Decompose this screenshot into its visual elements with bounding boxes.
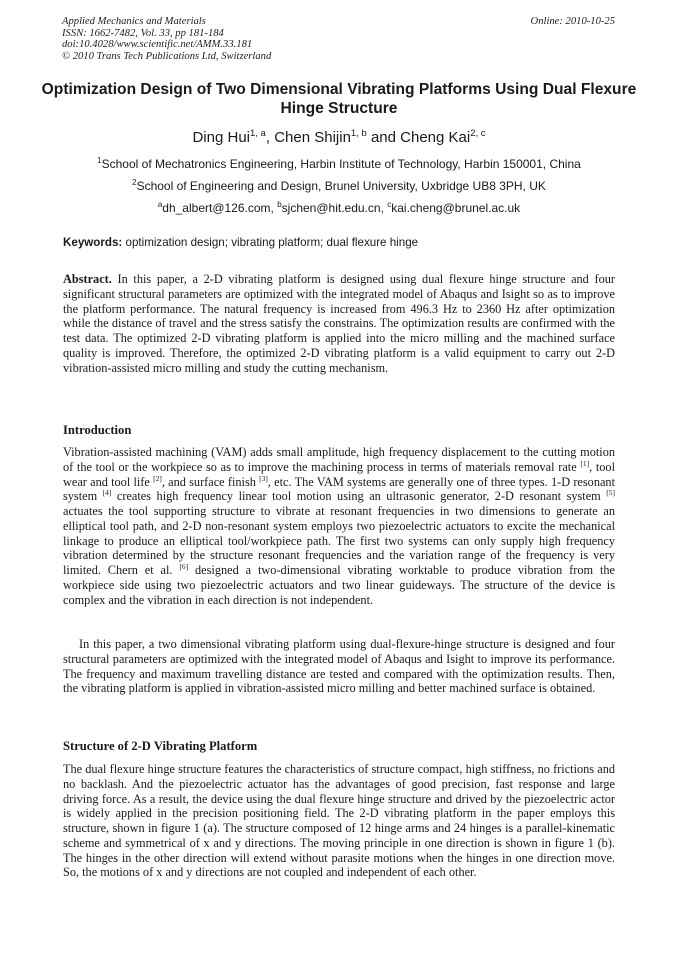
affiliation-2 bbox=[40, 179, 638, 193]
paper-title: Optimization Design of Two Dimensional Vibrating Platforms Using Dual Flexure Hinge Structure bbox=[41, 81, 637, 117]
keywords bbox=[63, 236, 418, 249]
author-name: Cheng Kai bbox=[400, 129, 471, 146]
affiliation-sup: 1 bbox=[97, 156, 102, 165]
journal-name: Applied Mechanics and Materials bbox=[62, 16, 206, 27]
body-text: designed a two-dimensional vibrating worktable to produce vibration from the workpiece side using two piezoelectric actuators and two linear guideways. The structure of the device is complex and the vibration in each direction is not independent. bbox=[63, 563, 615, 607]
affiliation-1 bbox=[40, 157, 638, 171]
email-link[interactable]: sjchen@hit.edu.cn, bbox=[281, 201, 388, 215]
citation-ref[interactable]: [4] bbox=[102, 488, 112, 498]
section-heading-introduction: Introduction bbox=[63, 423, 132, 437]
introduction-paragraph-2: In this paper, a two dimensional vibrating platform using dual-flexure-hinge structure is designed and four structural parameters are optimized with the integrated model of Abaqus and Isight to improve its performance. The frequency and maximum travelling distance are tested and compared with the optimization results. Then, the vibrating platform is applied in vibration-assisted micro milling and better machined surface is obtained. bbox=[63, 637, 615, 696]
journal-header bbox=[62, 16, 617, 62]
author-name: Chen Shijin bbox=[274, 129, 351, 146]
email-link[interactable]: dh_albert@126.com, bbox=[162, 201, 278, 215]
keywords-label: Keywords: bbox=[63, 236, 123, 249]
journal-copyright: © 2010 Trans Tech Publications Ltd, Switzerland bbox=[62, 50, 272, 62]
body-text: , etc. The VAM systems are generally one of three types. 1-D resonant system bbox=[63, 474, 615, 504]
journal-doi: doi:10.4028/www.scientific.net/AMM.33.181 bbox=[62, 39, 253, 51]
structure-paragraph-1: The dual flexure hinge structure features the characteristics of structure compact, high stiffness, no frictions and no backlash. And the piezoelectric actuator has the advantages of good precision, fast response and large driving force. As a result, the device using the dual flexure hinge structure and drived by the piezoelectric actor is widely applied in the precision positioning field. The 2-D vibrating platform in the paper employs this structure, shown in figure 1 (a). The structure composed of 12 hinge arms and 24 hinges is a parallel-kinematic scheme and symmetrical of x and y directions. The moving principle in one direction is shown in figure 1 (b). The hinges in the other direction will extend without parasite motions when the hinges in one direction move. So, the motions of x and y directions are not coupled and independent of each other. bbox=[63, 762, 615, 880]
author-sup: 1, b bbox=[350, 128, 367, 139]
citation-ref[interactable]: [3] bbox=[259, 473, 268, 483]
introduction-paragraph-1 bbox=[63, 445, 615, 607]
abstract-text: In this paper, a 2-D vibrating platform is designed using dual flexure hinge structure and four significant structural parameters are optimized with the integrated model of Abaqus and Isight so as to improve the platform performance. The natural frequency is increased from 496.3 Hz to 2360 Hz after optimization while the distance of travel and the stress satisfy the constrains. The optimization results are confirmed with the test data. The optimized 2-D vibrating platform is applied into the micro milling and the machined surface quality is improved. Therefore, the optimized 2-D vibrating platform is a valid equipment to carry out 2-D vibration-assisted micro milling and study the cutting mechanism. bbox=[63, 272, 615, 375]
citation-ref[interactable]: [1] bbox=[580, 458, 590, 468]
body-text: creates high frequency linear tool motion using an ultrasonic generator, 2-D resonant system bbox=[111, 489, 607, 504]
citation-ref[interactable]: [2] bbox=[153, 473, 162, 483]
citation-ref[interactable]: [5] bbox=[606, 488, 615, 498]
affiliation-sup: 2 bbox=[132, 178, 137, 187]
body-text: Vibration-assisted machining (VAM) adds small amplitude, high frequency displacement to the cutting motion of the tool or the workpiece so as to improve the machining process in terms of materials removal rate bbox=[63, 445, 615, 474]
abstract-label: Abstract. bbox=[63, 272, 112, 286]
email-line bbox=[40, 201, 638, 215]
body-text: , tool wear and tool life bbox=[63, 459, 615, 489]
author-sup: 2, c bbox=[470, 128, 486, 139]
email-sup: a bbox=[157, 200, 163, 209]
email-sup: c bbox=[387, 200, 392, 209]
citation-ref[interactable]: [6] bbox=[179, 561, 189, 571]
email-sup: b bbox=[277, 200, 282, 209]
journal-issn: ISSN: 1662-7482, Vol. 33, pp 181-184 bbox=[62, 27, 224, 39]
keywords-text: optimization design; vibrating platform; dual flexure hinge bbox=[122, 236, 419, 249]
affiliation-text: School of Engineering and Design, Brunel University, Uxbridge UB8 3PH, UK bbox=[136, 179, 546, 193]
affiliation-text: School of Mechatronics Engineering, Harbin Institute of Technology, Harbin 150001, China bbox=[101, 157, 581, 171]
online-date: Online: 2010-10-25 bbox=[530, 16, 615, 27]
author-list bbox=[40, 129, 638, 147]
author-separator: , bbox=[265, 129, 275, 146]
section-heading-structure: Structure of 2-D Vibrating Platform bbox=[63, 739, 258, 753]
body-text: actuates the tool supporting structure to vibrate at resonant frequencies in two dimensions to generate an elliptical tool path, and 2-D non-resonant system employs two piezoelectric actuators to excite the mechanical linkage to produce an elliptical tool/workpiece path. The first two systems can only supply high frequency vibration determined by the structure resonant frequencies and the variation range of the frequency is very limited. Chern et al. bbox=[63, 504, 615, 577]
abstract bbox=[63, 272, 615, 375]
author-name: Ding Hui bbox=[192, 129, 250, 146]
body-text: , and surface finish bbox=[161, 474, 260, 489]
author-separator: and bbox=[366, 129, 401, 146]
author-sup: 1, a bbox=[250, 128, 266, 139]
email-link[interactable]: kai.cheng@brunel.ac.uk bbox=[391, 201, 521, 215]
